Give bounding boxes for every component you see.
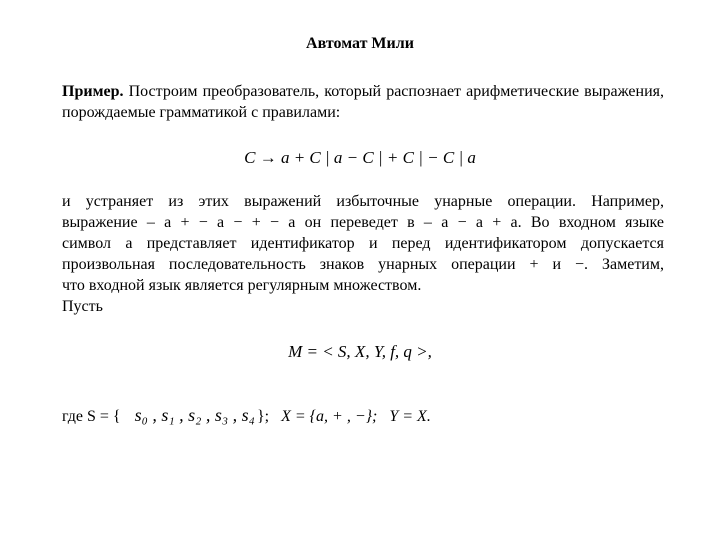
grammar-rule: C → a + C | a − C | + C | − C | a <box>244 148 476 167</box>
states-list: s₀ , s₁ , s₂ , s₃ , s₄ <box>134 405 255 425</box>
paragraph-line: и устраняет из этих выражений избыточные унарные операции. Например, <box>62 193 664 210</box>
output-alphabet: Y = X. <box>389 408 431 425</box>
input-alphabet: X = {a, + , −}; <box>281 408 378 425</box>
description-paragraph <box>62 191 664 317</box>
example-text: Построим преобразователь, который распознает арифметические выражения, порождаемые грамматикой с правилами: <box>62 83 664 121</box>
page-title: Автомат Мили <box>306 35 414 52</box>
paragraph-line: выражение – a + − a − + − a он переведет в – a − a + a. Во входном языке <box>62 214 664 231</box>
automaton-definition: M = < S, X, Y, f, q >, <box>288 342 432 361</box>
paragraph-line: произвольная последовательность знаков унарных операции + и −. Заметим, <box>62 256 664 273</box>
example-label: Пример. <box>62 83 124 100</box>
paragraph-line: символ a представляет идентификатор и перед идентификатором допускается <box>62 235 664 252</box>
sets-definition <box>62 404 664 428</box>
paragraph-line: что входной язык является регулярным множеством. <box>62 277 422 294</box>
example-paragraph <box>62 81 664 123</box>
states-set-close: }; <box>256 408 270 425</box>
states-set-open: где S = { <box>62 408 121 425</box>
paragraph-line: Пусть <box>62 298 103 315</box>
